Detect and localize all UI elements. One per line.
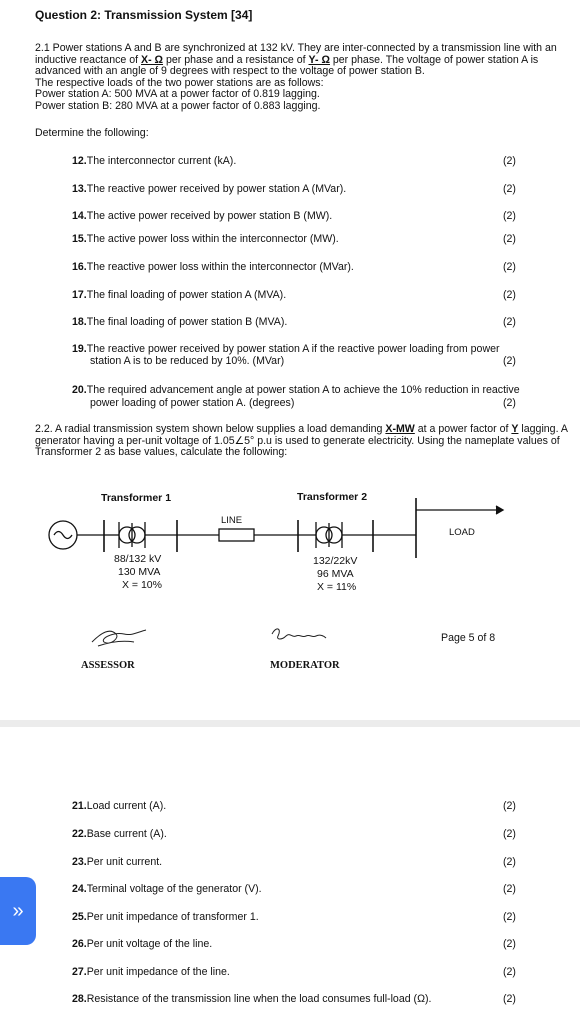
transformer-2-icon bbox=[316, 522, 342, 548]
question-text: The final loading of power station A (MVA). bbox=[86, 289, 287, 301]
question-text: Per unit impedance of the line. bbox=[86, 966, 230, 978]
question-19-mark: (2) bbox=[503, 355, 516, 367]
question-item bbox=[72, 800, 522, 813]
question-20-mark: (2) bbox=[503, 397, 516, 409]
question-number: 22. bbox=[72, 828, 87, 840]
section-2-2-paragraph bbox=[35, 424, 575, 459]
question-mark: (2) bbox=[503, 210, 516, 222]
moderator-signature bbox=[268, 624, 332, 646]
question-mark: (2) bbox=[503, 911, 516, 923]
question-20-line-2: power loading of power station A. (degrees) bbox=[90, 397, 295, 409]
question-title: Question 2: Transmission System [34] bbox=[35, 8, 253, 22]
section-2-1-number: 2.1 bbox=[35, 42, 50, 54]
moderator-label: MODERATOR bbox=[270, 660, 340, 671]
question-text: Per unit impedance of transformer 1. bbox=[86, 911, 259, 923]
question-text: Resistance of the transmission line when the load consumes full-load (Ω). bbox=[86, 993, 432, 1005]
question-mark: (2) bbox=[503, 828, 516, 840]
question-mark: (2) bbox=[503, 233, 516, 245]
question-20 bbox=[72, 384, 577, 396]
section-2-1-text-b: per phase and a resistance of bbox=[163, 53, 309, 66]
question-text: The final loading of power station B (MVA). bbox=[86, 316, 288, 328]
question-mark: (2) bbox=[503, 289, 516, 301]
question-item bbox=[72, 938, 522, 951]
transformer-1-icon bbox=[119, 522, 145, 548]
question-item bbox=[72, 993, 522, 1006]
question-text: Per unit current. bbox=[86, 856, 163, 868]
question-19 bbox=[72, 343, 577, 355]
load-label: LOAD bbox=[449, 527, 475, 538]
question-text: The active power loss within the interconnector (MW). bbox=[86, 233, 339, 245]
question-text: The reactive power loss within the interconnector (MVar). bbox=[86, 261, 354, 273]
assessor-signature bbox=[88, 624, 150, 650]
question-number: 15. bbox=[72, 233, 87, 245]
question-number: 23. bbox=[72, 856, 87, 868]
transformer-1-title: Transformer 1 bbox=[101, 492, 172, 504]
question-text: The active power received by power station B (MW). bbox=[86, 210, 333, 222]
question-text: The reactive power received by power station A (MVar). bbox=[86, 183, 347, 195]
transformer-1-mva: 130 MVA bbox=[118, 566, 161, 578]
question-text: Per unit voltage of the line. bbox=[86, 938, 213, 950]
question-number: 16. bbox=[72, 261, 87, 273]
question-19-line-1: The reactive power received by power station A if the reactive power loading from power bbox=[86, 343, 500, 355]
question-mark: (2) bbox=[503, 800, 516, 812]
question-item bbox=[72, 155, 522, 168]
station-b-load: Power station B: 280 MVA at a power factor of 0.883 lagging. bbox=[35, 99, 321, 112]
transformer-2-title: Transformer 2 bbox=[297, 491, 368, 503]
reactance-variable: X- Ω bbox=[141, 53, 164, 66]
determine-heading: Determine the following: bbox=[35, 127, 149, 139]
double-chevron-right-icon: » bbox=[12, 899, 24, 922]
question-text: The interconnector current (kA). bbox=[86, 155, 237, 167]
question-mark: (2) bbox=[503, 938, 516, 950]
question-number: 26. bbox=[72, 938, 87, 950]
transformer-1-reactance: X = 10% bbox=[122, 579, 162, 591]
question-mark: (2) bbox=[503, 883, 516, 895]
section-2-2-text-c: lagging. A generator having a per-unit voltage of 1.05∠5° p.u is used to generate electricity. Using the nameplate values of Transformer 2 as base values, calculate the following: bbox=[35, 423, 568, 458]
question-number: 27. bbox=[72, 966, 87, 978]
question-number: 19. bbox=[72, 343, 87, 355]
question-number: 20. bbox=[72, 384, 87, 396]
question-mark: (2) bbox=[503, 966, 516, 978]
question-number: 17. bbox=[72, 289, 87, 301]
resistance-variable: Y- Ω bbox=[308, 53, 330, 66]
section-2-2-text-a: A radial transmission system shown below supplies a load demanding bbox=[52, 423, 386, 435]
transformer-2-voltage: 132/22kV bbox=[313, 555, 358, 567]
question-item bbox=[72, 261, 522, 274]
load-arrow-icon bbox=[496, 506, 503, 514]
question-item bbox=[72, 883, 522, 896]
load-power-variable: X-MW bbox=[385, 423, 415, 435]
question-text: Terminal voltage of the generator (V). bbox=[86, 883, 262, 895]
question-item bbox=[72, 233, 522, 246]
transformer-2-mva: 96 MVA bbox=[317, 568, 354, 580]
side-expand-button[interactable] bbox=[0, 877, 36, 945]
question-number: 25. bbox=[72, 911, 87, 923]
transformer-1-voltage: 88/132 kV bbox=[114, 553, 162, 565]
section-2-1-text-c: per phase. The voltage of power station A is advanced with an angle of 9 degrees with respect to the voltage of power station B. bbox=[35, 53, 539, 77]
question-item bbox=[72, 856, 522, 869]
question-text: Load current (A). bbox=[86, 800, 167, 812]
radial-system-diagram bbox=[0, 480, 580, 600]
question-number: 24. bbox=[72, 883, 87, 895]
sine-wave-icon bbox=[54, 532, 72, 539]
question-item bbox=[72, 966, 522, 979]
question-mark: (2) bbox=[503, 856, 516, 868]
loads-intro: The respective loads of the two power stations are as follows: bbox=[35, 76, 324, 89]
section-2-2-text-b: at a power factor of bbox=[414, 423, 512, 435]
question-mark: (2) bbox=[503, 183, 516, 195]
question-20-line-1: The required advancement angle at power station A to achieve the 10% reduction in reactive bbox=[86, 384, 520, 396]
assessor-label: ASSESSOR bbox=[81, 660, 135, 671]
question-item bbox=[72, 828, 522, 841]
question-item bbox=[72, 289, 522, 302]
section-2-1-paragraph bbox=[35, 43, 575, 112]
question-mark: (2) bbox=[503, 155, 516, 167]
line-impedance-block bbox=[219, 529, 254, 541]
section-2-1-text-a: Power stations A and B are synchronized at 132 kV. They are inter-connected by a transmission line with an inductive reactance of bbox=[35, 42, 557, 66]
question-number: 18. bbox=[72, 316, 87, 328]
question-item bbox=[72, 911, 522, 924]
question-item bbox=[72, 183, 522, 196]
question-number: 12. bbox=[72, 155, 87, 167]
question-item bbox=[72, 316, 522, 329]
section-2-2-number: 2.2. bbox=[35, 423, 53, 435]
question-19-line-2: station A is to be reduced by 10%. (MVar) bbox=[90, 355, 285, 367]
page-number: Page 5 of 8 bbox=[441, 632, 496, 644]
question-text: Base current (A). bbox=[86, 828, 167, 840]
question-mark: (2) bbox=[503, 316, 516, 328]
line-label: LINE bbox=[221, 515, 243, 526]
question-number: 14. bbox=[72, 210, 87, 222]
question-number: 21. bbox=[72, 800, 87, 812]
question-mark: (2) bbox=[503, 261, 516, 273]
question-number: 13. bbox=[72, 183, 87, 195]
question-item bbox=[72, 210, 522, 223]
page-separator bbox=[0, 720, 580, 727]
station-a-load: Power station A: 500 MVA at a power factor of 0.819 lagging. bbox=[35, 88, 320, 100]
power-factor-variable: Y bbox=[511, 423, 519, 435]
question-number: 28. bbox=[72, 993, 87, 1005]
transformer-2-reactance: X = 11% bbox=[317, 581, 357, 593]
question-mark: (2) bbox=[503, 993, 516, 1005]
